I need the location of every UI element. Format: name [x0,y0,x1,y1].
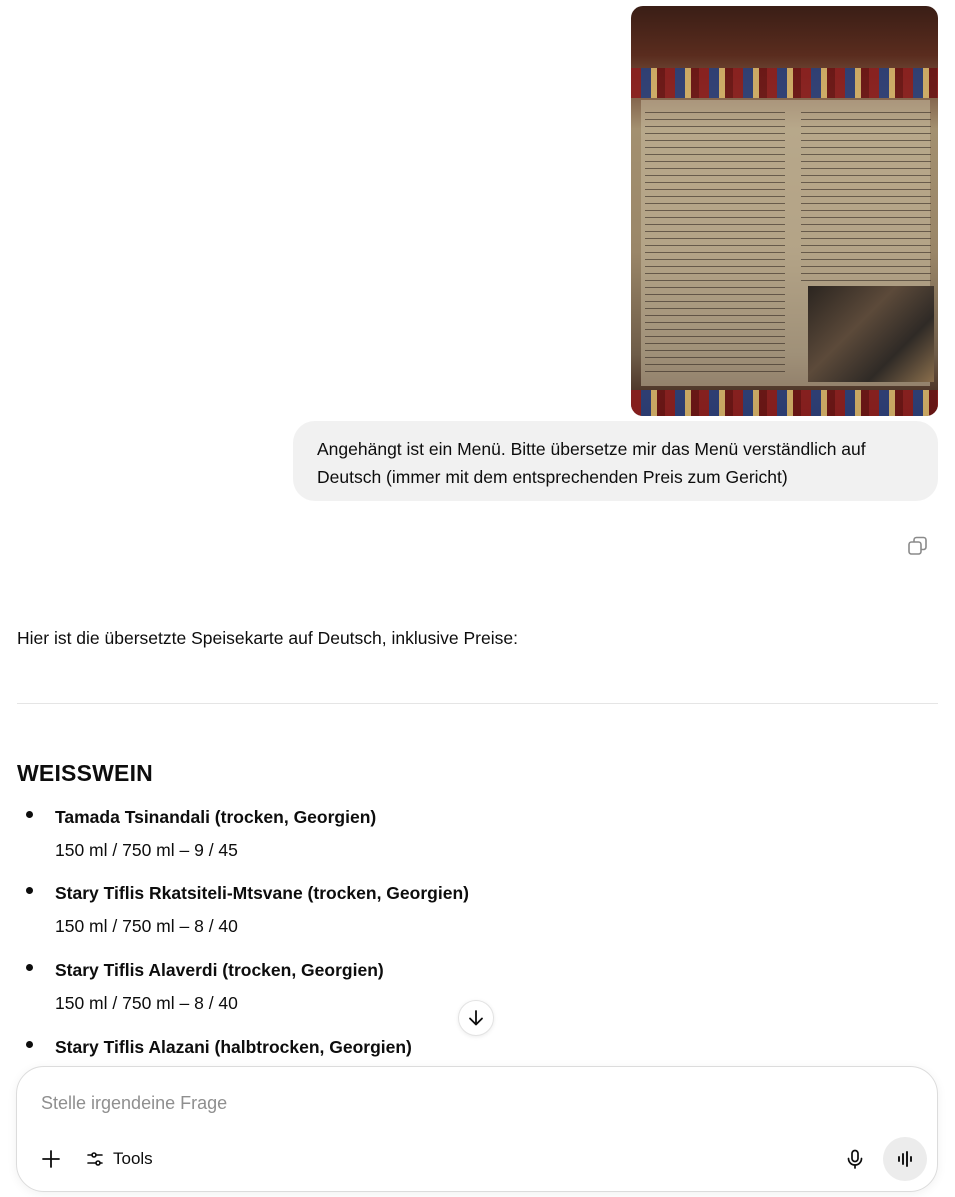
item-name: Stary Tiflis Alaverdi (trocken, Georgien) [55,960,384,980]
bullet-icon [26,1041,33,1048]
prompt-input[interactable] [41,1089,801,1118]
bullet-icon [26,811,33,818]
item-name: Stary Tiflis Rkatsiteli-Mtsvane (trocken, Georgien) [55,883,469,903]
item-price: 150 ml / 750 ml – 9 / 45 [55,840,238,860]
divider [17,703,938,704]
item-price: 150 ml / 750 ml – 8 / 40 [55,993,238,1013]
photo-text-lines-right [801,106,931,286]
user-message-text: Angehängt ist ein Menü. Bitte übersetze mir das Menü verständlich auf Deutsch (immer mit dem entsprechenden Preis zum Gericht) [317,439,866,487]
voice-mode-button[interactable] [883,1137,927,1181]
attached-menu-image[interactable] [631,6,938,416]
item-name: Stary Tiflis Alazani (halbtrocken, Georgien) [55,1037,412,1057]
scroll-to-bottom-button[interactable] [458,1000,494,1036]
copy-icon[interactable] [906,534,930,558]
arrow-down-icon [466,1008,486,1028]
bullet-icon [26,887,33,894]
tools-button[interactable] [79,1143,159,1175]
section-heading: WEISSWEIN [17,760,153,786]
tools-label: Tools [113,1149,153,1168]
photo-border-bottom [631,390,938,416]
sliders-icon [85,1149,105,1169]
user-message-bubble [293,421,938,501]
photo-painting [808,286,934,382]
add-attachment-button[interactable] [35,1143,67,1175]
plus-icon [40,1148,62,1170]
assistant-intro-text: Hier ist die übersetzte Speisekarte auf Deutsch, inklusive Preise: [17,628,518,648]
dictation-button[interactable] [839,1143,871,1175]
photo-border-top [631,68,938,98]
voice-waveform-icon [894,1148,916,1170]
composer [16,1066,938,1192]
bullet-icon [26,964,33,971]
item-name: Tamada Tsinandali (trocken, Georgien) [55,807,377,827]
photo-text-lines-left [645,106,785,376]
item-price: 150 ml / 750 ml – 8 / 40 [55,916,238,936]
microphone-icon [844,1148,866,1170]
